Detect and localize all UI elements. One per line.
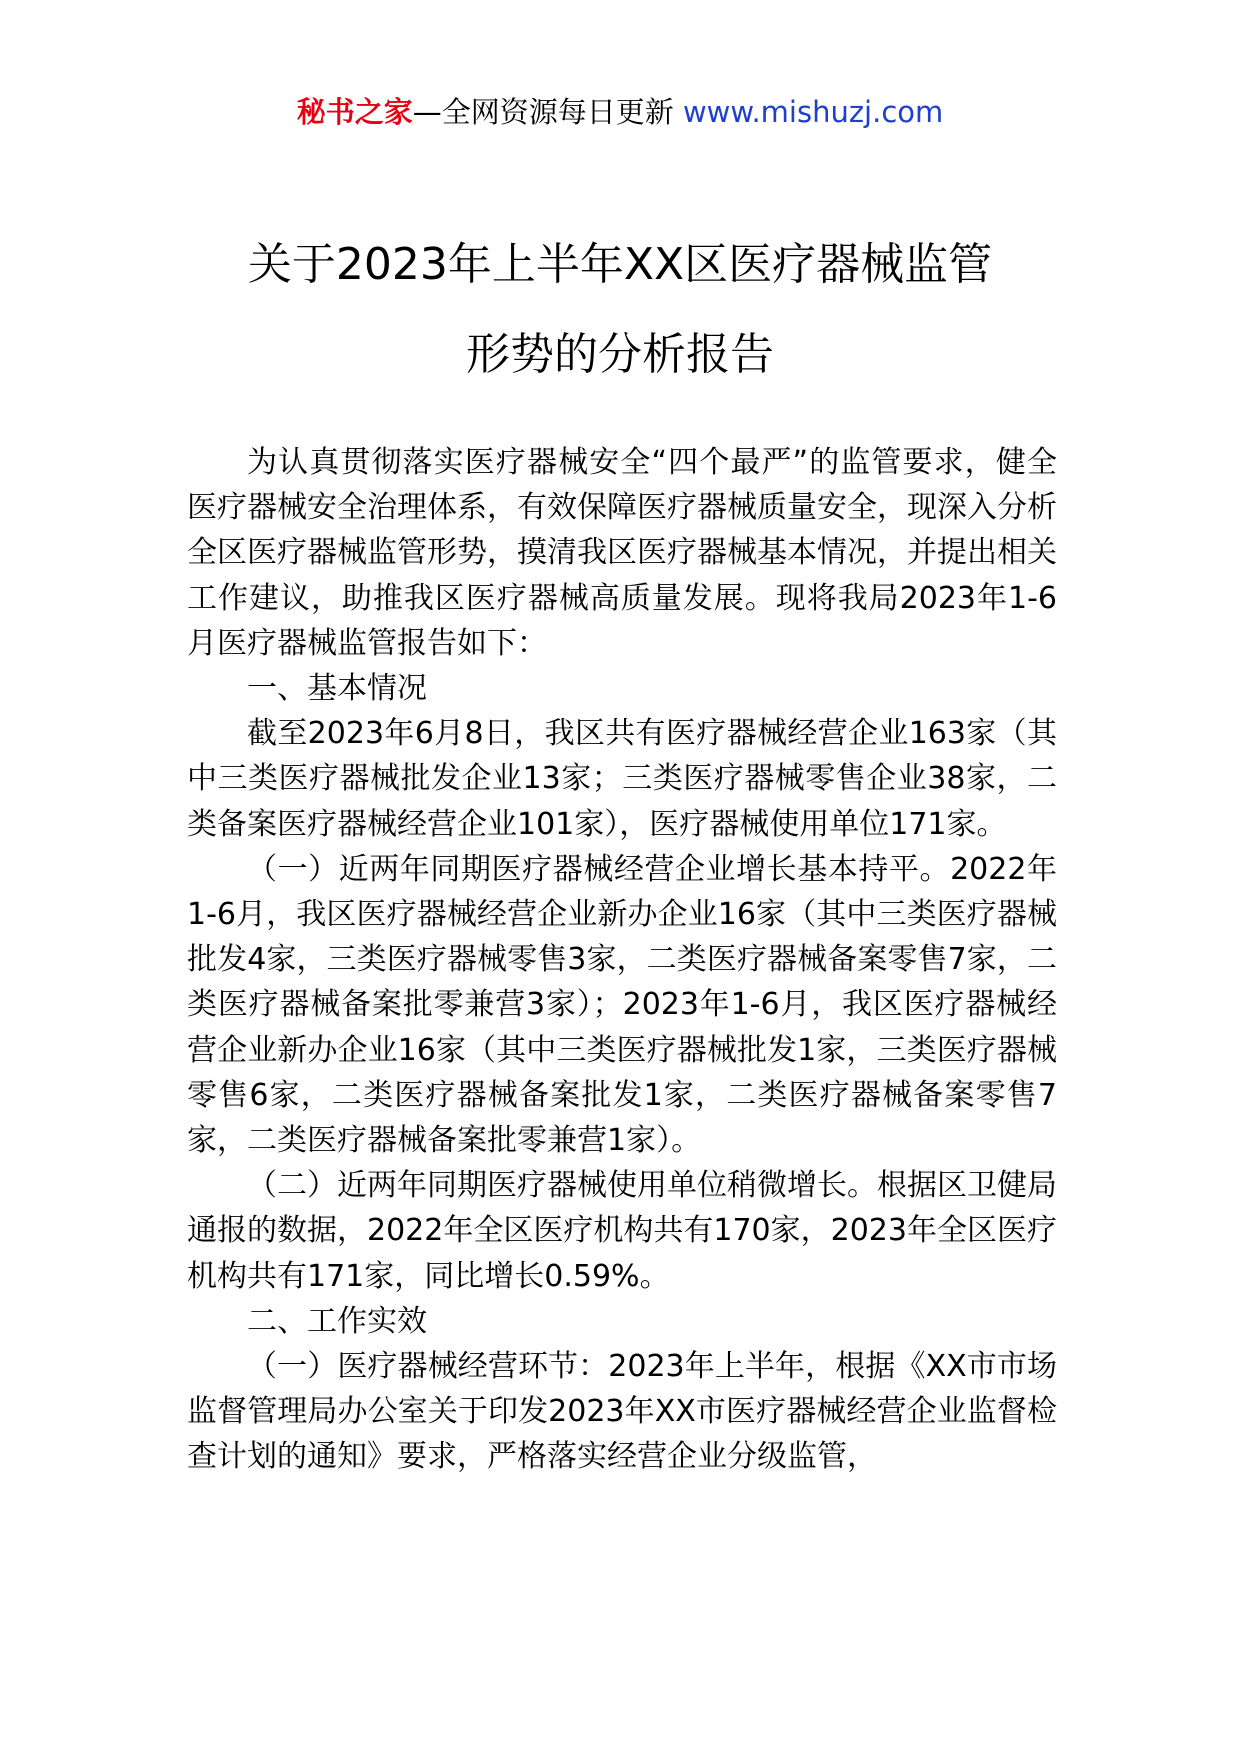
- subsection-business-enterprises: （一）近两年同期医疗器械经营企业增长基本持平。2022年1-6月，我区医疗器械经营企业新办企业16家（其中三类医疗器械批发4家，三类医疗器械零售3家，二类医疗器械备案零售7家，二类医疗器械备案批零兼营3家）；2023年1-6月，我区医疗器械经营企业新办企业16家（其中三类医疗器械批发1家，三类医疗器械零售6家，二类医疗器械备案批发1家，二类医疗器械备案零售7家，二类医疗器械备案批零兼营1家）。: [187, 851, 1057, 1159]
- title-line-2: 形势的分析报告: [466, 329, 774, 380]
- subsection-usage-units: （二）近两年同期医疗器械使用单位稍微增长。根据区卫健局通报的数据，2022年全区医疗机构共有170家，2023年全区医疗机构共有171家，同比增长0.59%。: [187, 1168, 1057, 1294]
- site-header: [0, 92, 1240, 132]
- title-line-1: 关于2023年上半年XX区医疗器械监管: [247, 239, 993, 290]
- section-heading-work-results: 二、工作实效: [247, 1303, 427, 1339]
- section-heading-basic-situation: 一、基本情况: [247, 671, 427, 707]
- document-title: [150, 220, 1090, 400]
- site-url-link[interactable]: www.mishuzj.com: [682, 95, 944, 129]
- subsection-business-stage: （一）医疗器械经营环节：2023年上半年，根据《XX市市场监督管理局办公室关于印发2023年XX市医疗器械经营企业监督检查计划的通知》要求，严格落实经营企业分级监管，: [187, 1349, 1057, 1475]
- intro-paragraph: 为认真贯彻落实医疗器械安全“四个最严”的监管要求，健全医疗器械安全治理体系，有效保障医疗器械质量安全，现深入分析全区医疗器械监管形势，摸清我区医疗器械基本情况，并提出相关工作建议，助推我区医疗器械高质量发展。现将我局2023年1-6月医疗器械监管报告如下：: [187, 445, 1057, 661]
- document-body: [187, 440, 1057, 1480]
- site-tagline: —全网资源每日更新: [412, 95, 683, 129]
- site-brand: 秘书之家: [296, 95, 413, 129]
- basic-situation-paragraph: 截至2023年6月8日，我区共有医疗器械经营企业163家（其中三类医疗器械批发企业13家；三类医疗器械零售企业38家，二类备案医疗器械经营企业101家），医疗器械使用单位171家。: [187, 716, 1057, 842]
